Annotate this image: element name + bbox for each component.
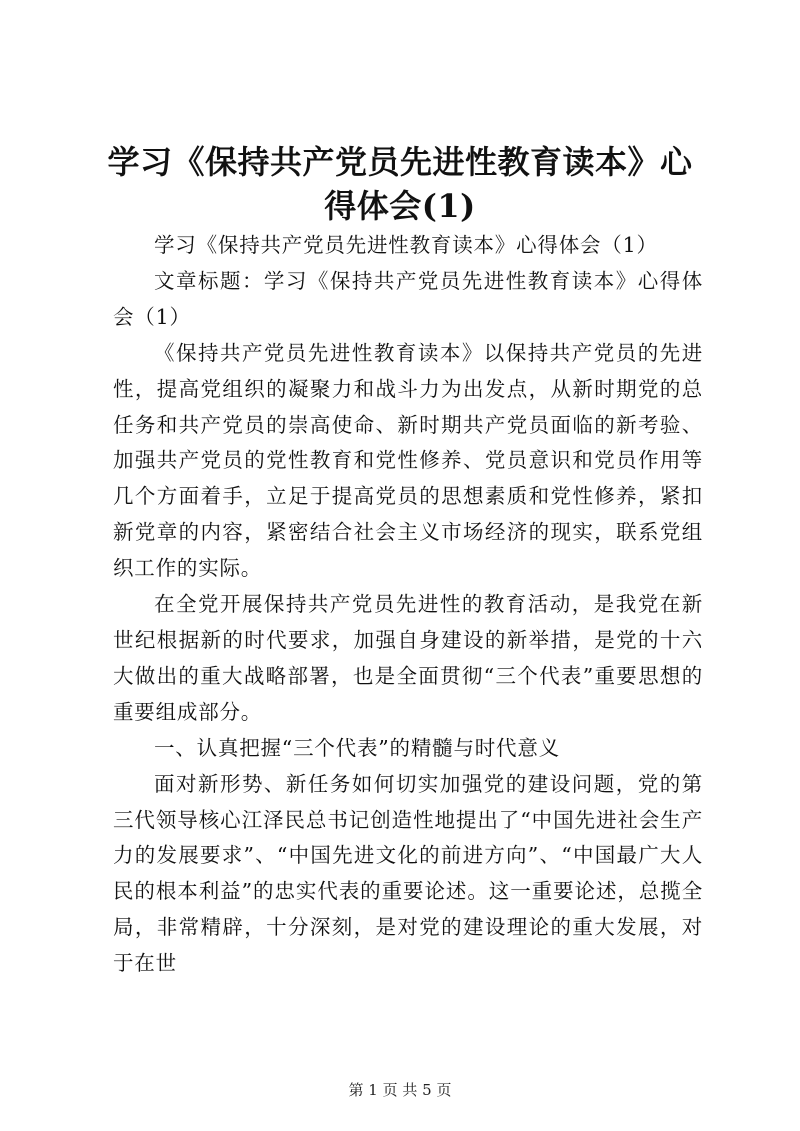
paragraph-heading-repeat: 学习《保持共产党员先进性教育读本》心得体会（1） — [154, 233, 658, 257]
document-title: 学习《保持共产党员先进性教育读本》心得体会(1) — [107, 143, 693, 225]
paragraph-education-activity: 在全党开展保持共产党员先进性的教育活动，是我党在新世纪根据新的时代要求，加强自身建设的新举措，是党的十六大做出的重大战略部署，也是全面贯彻“三个代表”重要思想的重要组成部分。 — [113, 592, 703, 724]
page-footer: 第 1 页 共 5 页 — [348, 1081, 452, 1099]
paragraph-article-title: 文章标题：学习《保持共产党员先进性教育读本》心得体会（1） — [113, 268, 703, 329]
paragraph-intro: 《保持共产党员先进性教育读本》以保持共产党员的先进性，提高党组织的凝聚力和战斗力为出发点，从新时期党的总任务和共产党员的崇高使命、新时期共产党员面临的新考验、加强共产党员的党性教育和党性修养、党员意识和党员作用等几个方面着手，立足于提高党员的思想素质和党性修养，紧扣新党章的内容，紧密结合社会主义市场经济的现实，联系党组织工作的实际。 — [113, 340, 703, 581]
section-heading-one: 一、认真把握“三个代表”的精髓与时代意义 — [154, 735, 560, 760]
paragraph-three-represents: 面对新形势、新任务如何切实加强党的建设问题，党的第三代领导核心江泽民总书记创造性地提出了“中国先进社会生产力的发展要求”、“中国先进文化的前进方向”、“中国最广大人民的根本利益”的忠实代表的重要论述。这一重要论述，总揽全局，非常精辟，十分深刻，是对党的建设理论的重大发展，对于在世 — [113, 771, 703, 976]
document-body — [113, 228, 703, 982]
